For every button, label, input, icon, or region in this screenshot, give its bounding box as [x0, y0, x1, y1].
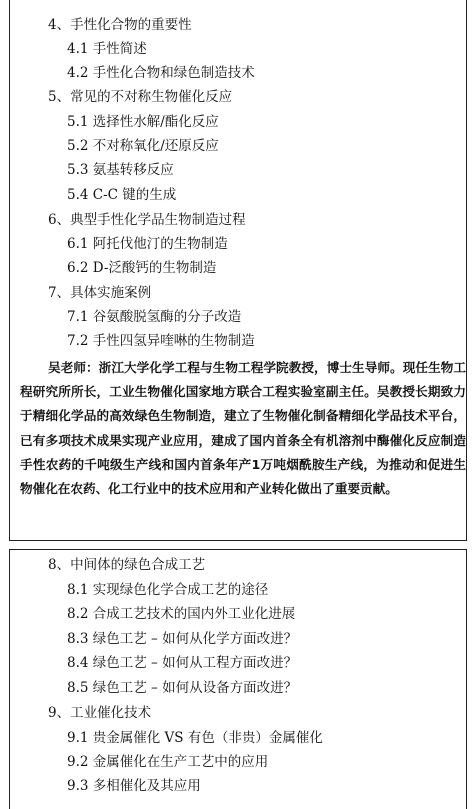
heading-8: 8、中间体的绿色合成工艺	[48, 557, 206, 573]
outline-table-section-2	[9, 549, 467, 809]
outline-table-section-1	[9, 0, 467, 541]
subitem-8-3: 8.3 绿色工艺 – 如何从化学方面改进？	[67, 631, 298, 647]
subitem-8-5: 8.5 绿色工艺 – 如何从设备方面改进？	[67, 680, 298, 696]
subitem-7-1: 7.1 谷氨酸脱氢酶的分子改造	[67, 309, 242, 325]
heading-9: 9、工业催化技术	[48, 705, 152, 721]
subitem-9-1: 9.1 贵金属催化 VS 有色（非贵）金属催化	[67, 730, 323, 746]
heading-6: 6、典型手性化学品生物制造过程	[48, 212, 246, 228]
subitem-5-4: 5.4 C-C 键的生成	[67, 187, 177, 203]
subitem-5-1: 5.1 选择性水解/酯化反应	[67, 114, 219, 130]
subitem-8-1: 8.1 实现绿色化学合成工艺的途径	[67, 582, 269, 598]
instructor-bio: 吴老师：浙江大学化学工程与生物工程学院教授，博士生导师。现任生物工程研究所所长，工业生物催化国家地方联合工程实验室副主任。吴教授长期致力于精细化学品的高效绿色生物制造，建立了生物催化制备精细化学品技术平台，已有多项技术成果实现产业应用，建成了国内首条全有机溶剂中酶催化反应制造手性农药的千吨级生产线和国内首条年产1万吨烟酰胺生产线，为推动和促进生物催化在农药、化工行业中的技术应用和产业转化做出了重要贡献。	[20, 360, 466, 497]
subitem-9-3: 9.3 多相催化及其应用	[67, 778, 201, 794]
subitem-6-1: 6.1 阿托伐他汀的生物制造	[67, 236, 228, 252]
subitem-7-2: 7.2 手性四氢异喹啉的生物制造	[67, 333, 255, 349]
heading-4: 4、手性化合物的重要性	[48, 17, 192, 33]
subitem-4-1: 4.1 手性简述	[67, 41, 147, 57]
subitem-8-2: 8.2 合成工艺技术的国内外工业化进展	[67, 606, 296, 622]
subitem-5-2: 5.2 不对称氧化/还原反应	[67, 138, 219, 154]
subitem-4-2: 4.2 手性化合物和绿色制造技术	[67, 65, 255, 81]
heading-5: 5、常见的不对称生物催化反应	[48, 89, 233, 105]
subitem-8-4: 8.4 绿色工艺 – 如何从工程方面改进？	[67, 655, 298, 671]
subitem-5-3: 5.3 氨基转移反应	[67, 162, 174, 178]
heading-7: 7、具体实施案例	[48, 285, 152, 301]
subitem-9-2: 9.2 金属催化在生产工艺中的应用	[67, 754, 269, 770]
subitem-6-2: 6.2 D-泛酸钙的生物制造	[67, 260, 217, 276]
